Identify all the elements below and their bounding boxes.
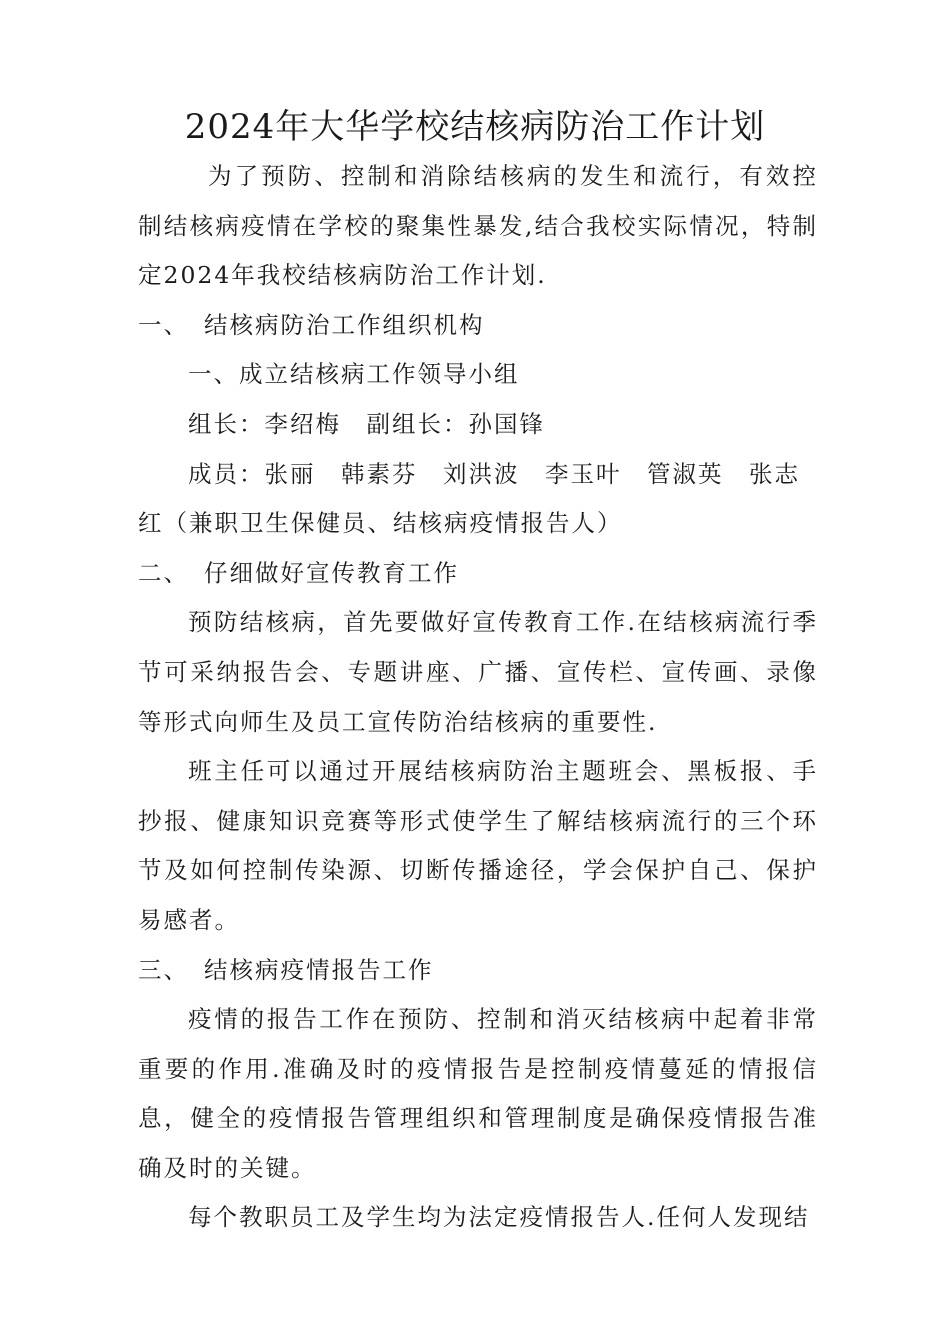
section-2-heading — [138, 549, 818, 599]
section-3-paragraph-2: 每个教职员工及学生均为法定疫情报告人.任何人发现结 — [188, 1203, 810, 1232]
intro-paragraph: 为了预防、控制和消除结核病的发生和流行，有效控制结核病疫情在学校的聚集性暴发,结合我校实际情况，特制定2024年我校结核病防治工作计划. — [138, 162, 818, 290]
section-2-number: 二、 — [138, 558, 189, 587]
section-3-title: 结核病疫情报告工作 — [204, 955, 434, 984]
document-title: 2024年大华学校结核病防治工作计划 — [184, 107, 766, 147]
members-line: 成员：张丽 韩素芬 刘洪波 李玉叶 管淑英 张志 — [188, 459, 800, 488]
members-line-continued: 红（兼职卫生保健员、结核病疫情报告人） — [138, 509, 623, 538]
section-1-subheading: 一、成立结核病工作领导小组 — [188, 360, 520, 389]
section-3-paragraph-1: 疫情的报告工作在预防、控制和消灭结核病中起着非常重要的作用.准确及时的疫情报告是控制疫情蔓延的情报信息，健全的疫情报告管理组织和管理制度是确保疫情报告准确及时的关键。 — [138, 1005, 818, 1182]
section-1-number: 一、 — [138, 310, 189, 339]
section-3-heading — [138, 946, 818, 996]
section-2-paragraph-1: 预防结核病，首先要做好宣传教育工作.在结核病流行季节可采纳报告会、专题讲座、广播、宣传栏、宣传画、录像等形式向师生及员工宣传防治结核病的重要性. — [138, 608, 818, 736]
leaders-line: 组长：李绍梅 副组长：孙国锋 — [188, 409, 545, 438]
section-2-paragraph-2: 班主任可以通过开展结核病防治主题班会、黑板报、手抄报、健康知识竞赛等形式使学生了解结核病流行的三个环节及如何控制传染源、切断传播途径，学会保护自己、保护易感者。 — [138, 757, 818, 934]
section-2-title: 仔细做好宣传教育工作 — [204, 558, 459, 587]
section-1-heading — [138, 301, 818, 351]
section-3-number: 三、 — [138, 955, 189, 984]
document-body — [138, 152, 818, 1243]
section-1-title: 结核病防治工作组织机构 — [204, 310, 485, 339]
